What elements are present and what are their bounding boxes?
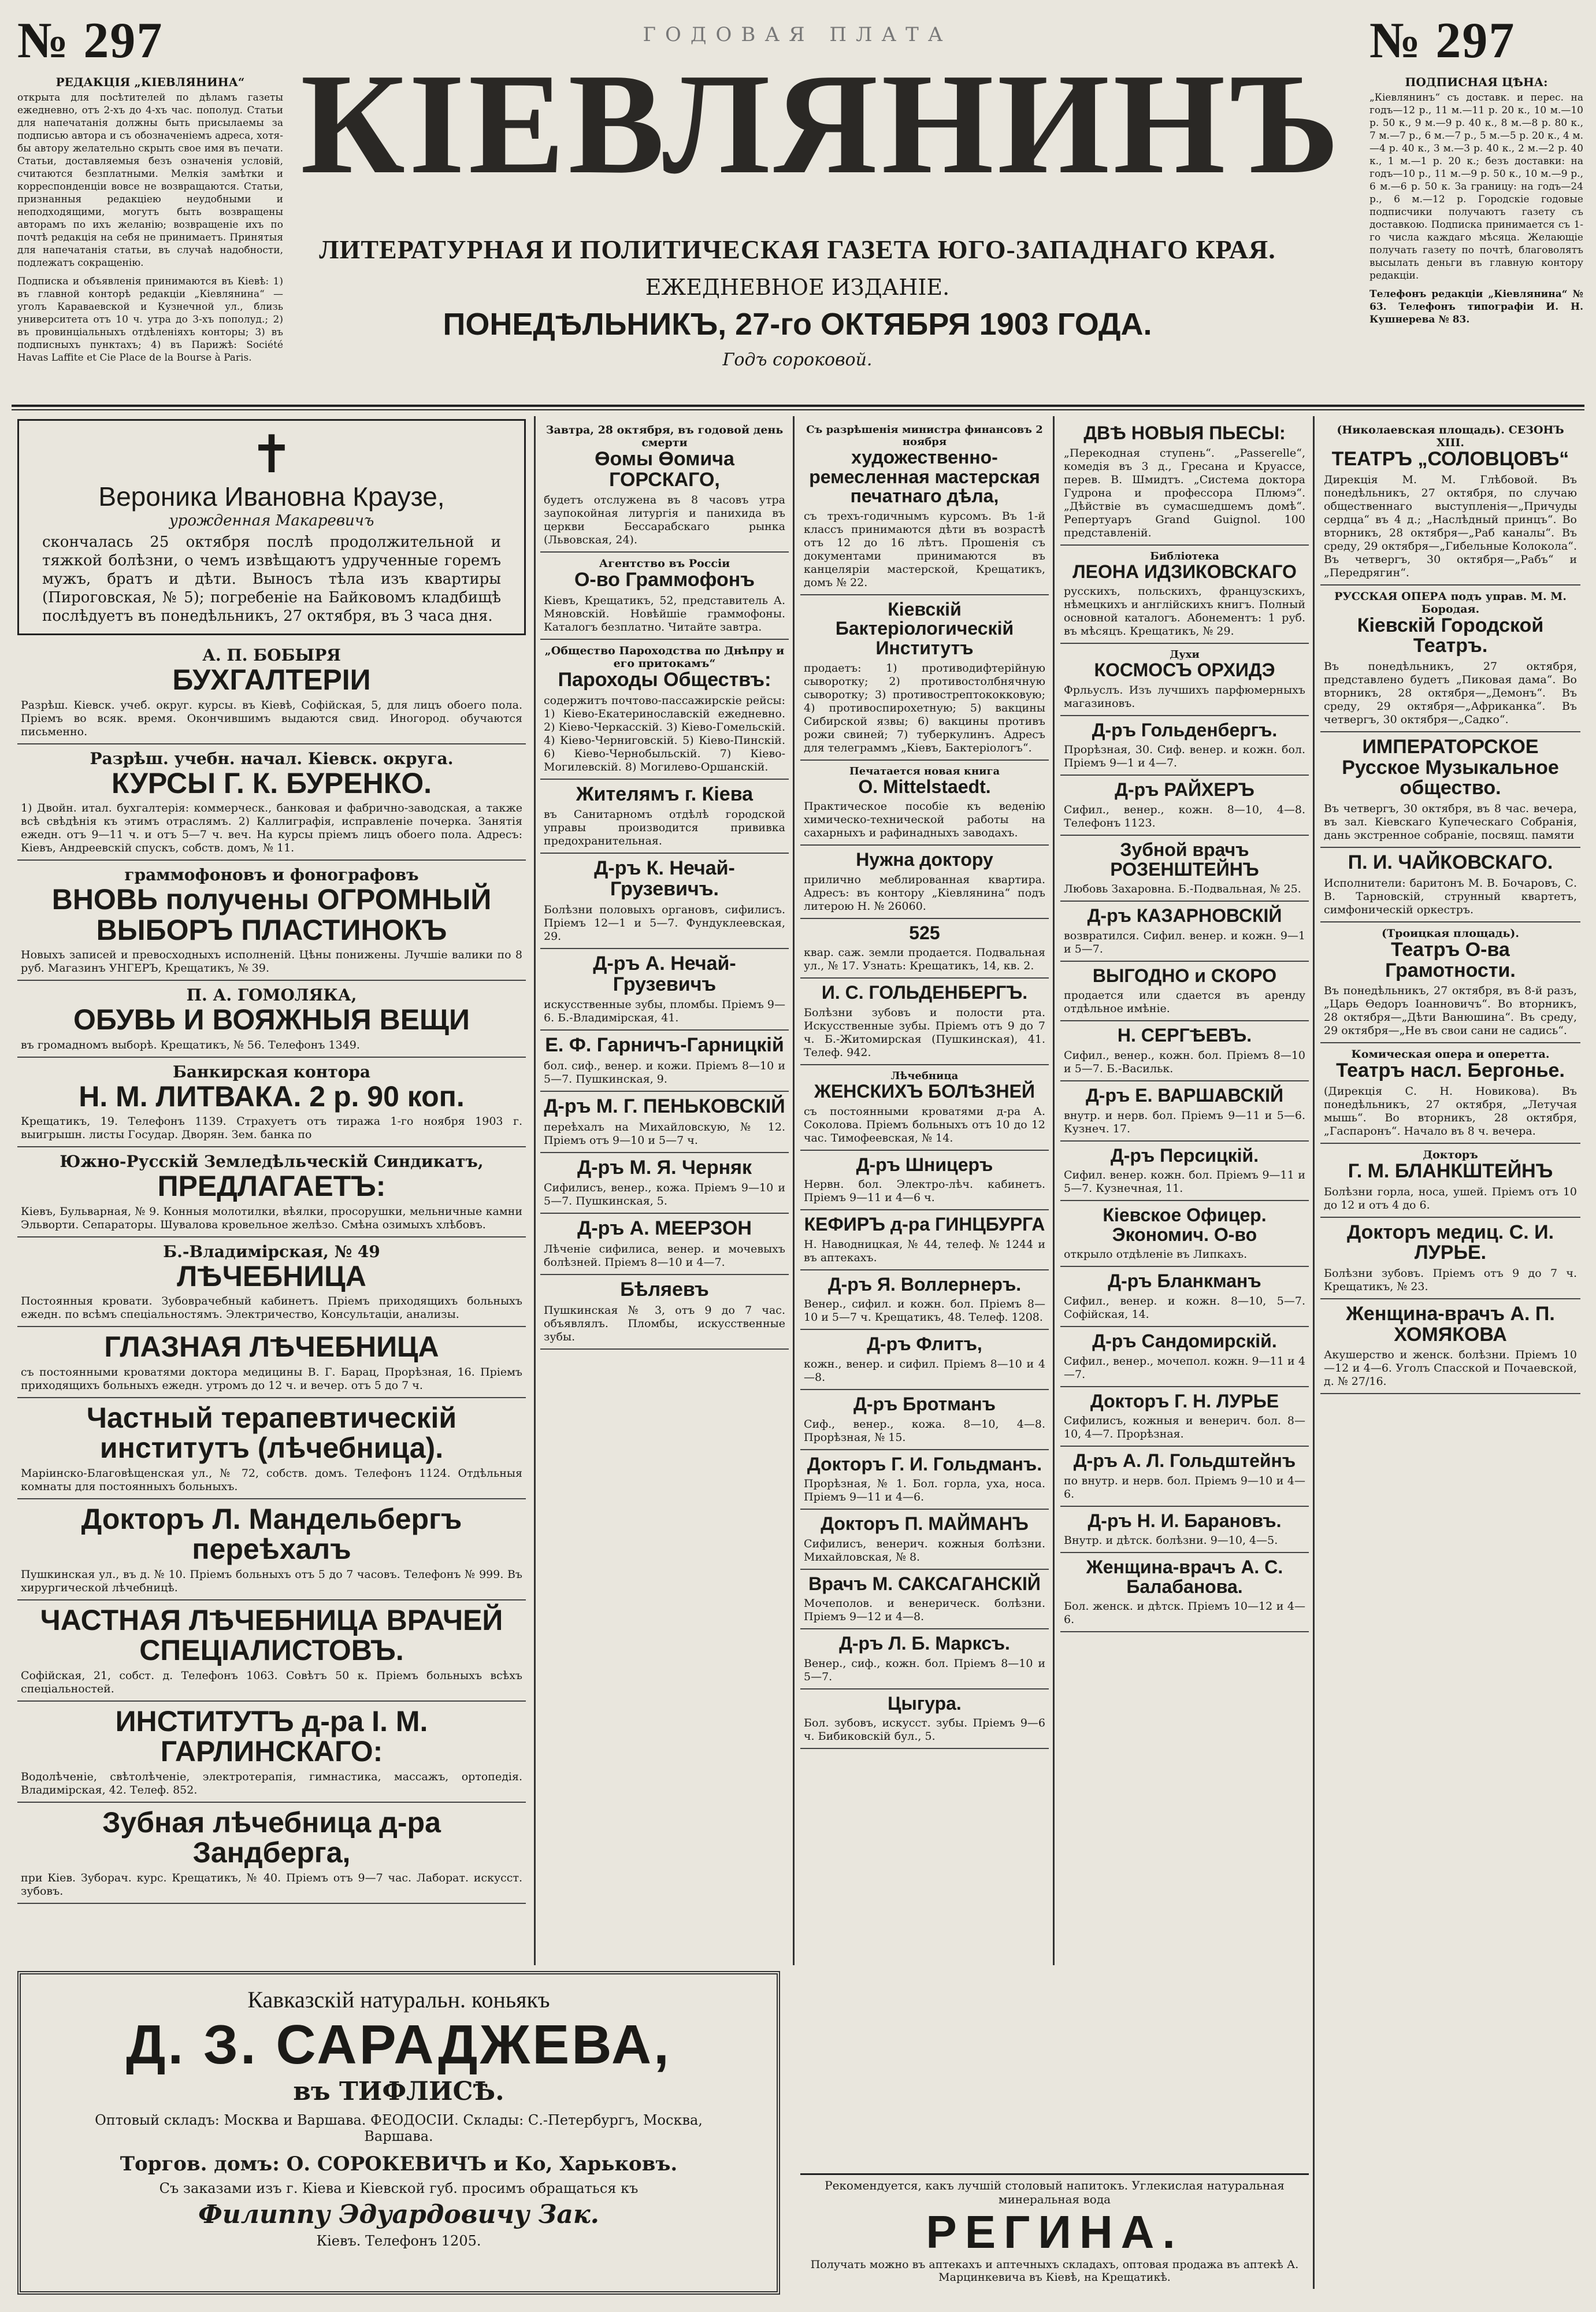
ad-title: ИНСТИТУТЪ д-ра І. М. ГАРЛИНСКАГО:	[115, 1705, 428, 1768]
ad-body: Прорѣзная, 30. Сиф. венер. и кожн. бол. Пріемъ 9—1 и 4—7.	[1064, 743, 1305, 770]
ad-head: Докторъ	[1423, 1148, 1478, 1161]
header-divider	[12, 405, 1584, 407]
ad-title: Д-ръ КАЗАРНОВСКІЙ	[1087, 905, 1282, 927]
ad-body: Мочеполов. и венерическ. болѣзни. Пріемъ 9—12 и 4—8.	[804, 1597, 1045, 1624]
ad-title: Докторъ Г. Н. ЛУРЬЕ	[1090, 1390, 1279, 1411]
ad-title: Зубной врачъ РОЗЕНШТЕЙНЪ	[1110, 839, 1259, 880]
ad-title: ЧАСТНАЯ ЛѢЧЕБНИЦА ВРАЧЕЙ СПЕЦІАЛИСТОВЪ.	[40, 1603, 503, 1666]
col1-ad	[17, 1803, 526, 1904]
ad-head: Съ разрѣшенія министра финансовъ 2 ноября	[806, 424, 1043, 448]
ad-body: Фрльуслъ. Изъ лучшихъ парфюмерныхъ магазиновъ.	[1064, 683, 1305, 710]
ad-title: Д-ръ Флитъ,	[867, 1333, 982, 1355]
col2-ad	[540, 1214, 789, 1275]
ad-head: Библіотека	[1150, 550, 1219, 562]
col3-ad	[800, 1570, 1049, 1630]
ad-title: О-во Граммофонъ	[574, 569, 755, 591]
ad-title: КОСМОСЪ ОРХИДЭ	[1094, 659, 1275, 681]
cross-icon: ✝	[250, 424, 294, 485]
issue-number-left: № 297	[17, 13, 164, 69]
ad-body: Сифил., венер., мочепол. кожн. 9—11 и 4—7.	[1064, 1354, 1305, 1381]
ad-title: Н. М. ЛИТВАКА. 2 р. 90 коп.	[79, 1080, 465, 1113]
ad-body: Внутр. и дѣтск. болѣзни. 9—10, 4—5.	[1064, 1534, 1278, 1547]
cognac-ad	[17, 1971, 780, 2295]
col4-ad	[1060, 836, 1309, 902]
ad-body: Болѣзни зубовъ. Пріемъ отъ 9 до 7 ч. Крещатикъ, № 23.	[1324, 1266, 1577, 1293]
col5-ad	[1320, 1043, 1580, 1144]
ad-body: искусственные зубы, пломбы. Пріемъ 9—6. Б.-Владимірская, 41.	[544, 998, 785, 1025]
regina-ad	[800, 2173, 1309, 2300]
ad-head: „Общество Пароходства по Днѣпру и его притокамъ“	[544, 644, 785, 670]
ad-body: Болѣзни горла, носа, ушей. Пріемъ отъ 10 до 12 и отъ 4 до 6.	[1324, 1185, 1577, 1211]
ad-body: съ постоянными кроватями доктора медицины В. Г. Барац, Прорѣзная, 16. Пріемъ приходящихъ больныхъ ежедн. утромъ до 12 ч. и вечер. отъ 5 до 7 ч.	[21, 1365, 522, 1392]
ad-body: Акушерство и женск. болѣзни. Пріемъ 10—12 и 4—6. Уголъ Спасской и Почаевской, д. № 27/16.	[1324, 1348, 1577, 1388]
ad-body: „Перекодная ступень“. „Passerelle“, комедія въ 3 д., Гресана и Круассе, перев. В. Шмидтъ. „Система доктора Гудрона и профессора Плюмэ“. „Дѣйствіе въ сумасшедшемъ домѣ“. Репертуаръ Grand Guignol. 100 представленій.	[1064, 446, 1305, 539]
col5-ad	[1320, 419, 1580, 586]
ad-body: Въ четвергъ, 30 октября, въ 8 час. вечера, въ зал. Кіевскаго Купеческаго Собранія, дань экстренное собраніе, посвящ. памяти	[1324, 802, 1577, 842]
col1-ad	[17, 1702, 526, 1803]
col3-ad	[800, 1689, 1049, 1750]
col3-ad	[800, 761, 1049, 846]
col3-ad	[800, 1065, 1049, 1151]
cognac-ad-tel: Кіевъ. Телефонъ 1205.	[316, 2233, 481, 2249]
ad-body: Любовь Захаровна. Б.-Подвальная, № 25.	[1064, 883, 1301, 896]
ad-body: въ Санитарномъ отдѣлѣ городской управы производится прививка предохранительная.	[544, 808, 785, 848]
ad-body: возвратился. Сифил. венер. и кожн. 9—1 и 5—7.	[1064, 929, 1305, 955]
ad-body: Водолѣченіе, свѣтолѣченіе, электротерапія, гимнастика, массажъ, ортопедія. Владимірская, 42. Телеф. 852.	[21, 1770, 522, 1796]
left-notice-text: открыта для посѣтителей по дѣламъ газеты ежедневно, отъ 2-хъ до 4-хъ час. пополуд. Статьи для напечатанія должны быть присылаемы за подписью автора и съ обозначеніемъ адреса, хотя-бы автору желательно скрыть свое имя въ печати. Статьи, доставляемыя безъ означенія условій, считаются безплатными. Мелкія замѣтки и корреспонденціи вовсе не возвращаются. Статьи, признанныя редакціею неудобными и неподходящими, могутъ быть возвращены авторамъ по ихъ желанію; возвращеніе ихъ по почтѣ редакція на себя не принимаетъ. Принятыя для напечатанія статьи, въ случаѣ надобности, подлежатъ сокращенію.	[17, 92, 283, 269]
ad-body: съ трехъ-годичнымъ курсомъ. Въ 1-й классъ принимаются дѣти въ возрастѣ отъ 12 до 16 лѣтъ. Прошенія съ документами принимаются въ канцеляріи мастерской, Крещатикъ, домъ № 22.	[804, 509, 1045, 589]
ad-title: Д-ръ Н. И. Барановъ.	[1087, 1510, 1282, 1531]
ad-title: Д-ръ Персицкій.	[1110, 1144, 1259, 1166]
ad-head: Южно-Русскій Земледѣльческій Синдикатъ,	[60, 1152, 484, 1171]
ad-title: ПРЕДЛАГАЕТЪ:	[157, 1170, 386, 1202]
ad-title: Д-ръ К. Нечай-Грузевичъ.	[594, 857, 735, 901]
cognac-ad-head: Кавказскій натуральн. коньякъ	[247, 1987, 550, 2013]
ad-body: Сифил., венер. и кожн. 8—10, 5—7. Софійская, 14.	[1064, 1294, 1305, 1321]
ad-title: Кіевское Офицер. Экономич. О-во	[1103, 1205, 1267, 1245]
col5-ad	[1320, 1144, 1580, 1218]
ad-title: Е. Ф. Гарничъ-Гарницкій	[545, 1034, 784, 1057]
ad-body: (Дирекція С. Н. Новикова). Въ понедѣльникъ, 27 октября, „Летучая мышь“. Во вторникъ, 28 октября, „Гаспаронъ“. Начало въ 8 ч. вечера.	[1324, 1084, 1577, 1138]
ad-body: Болѣзни половыхъ органовъ, сифилисъ. Пріемъ 12—1 и 5—7. Фундуклеевская, 29.	[544, 903, 785, 943]
col1-ad	[17, 1237, 526, 1328]
ad-title: Кіевскій Бактеріологическій Институтъ	[835, 598, 1014, 658]
ad-head: Разрѣш. учебн. начал. Кіевск. округа.	[90, 749, 454, 768]
col1-ad	[17, 981, 526, 1058]
column-rule	[534, 416, 536, 1965]
ad-title: Женщина-врачъ А. П. ХОМЯКОВА	[1346, 1302, 1555, 1346]
ad-body: продаетъ: 1) противодифтерійную сыворотку; 2) противостолбнячную сыворотку; 3) противострептококковую; 4) противоспирохетную; 5) вакцины Сибирской язвы; 6) вакцины противъ рожи свиней; 7) туберкулинъ. Адресъ для телеграммъ „Кіевъ, Бактеріологъ“.	[804, 661, 1045, 754]
ad-body: Въ понедѣльникъ, 27 октября, представлено будетъ „Пиковая дама“. Во вторникъ, 28 октября—„Демонъ“. Въ среду, 29 октября—„Африканка“. Въ четвергъ, 30 октября—„Садко“.	[1324, 660, 1577, 727]
ad-title: Зубная лѣчебница д-ра Зандберга,	[102, 1806, 441, 1869]
ad-title: 525	[909, 922, 940, 943]
ad-body: Лѣченіе сифилиса, венер. и мочевыхъ болѣзней. Пріемъ 8—10 и 4—7.	[544, 1242, 785, 1269]
ad-head: Комическая опера и оперетта.	[1351, 1048, 1550, 1061]
column-rule	[1313, 416, 1315, 2289]
col5-ad	[1320, 922, 1580, 1043]
ad-title: Кіевскій Городской Театръ.	[1357, 614, 1544, 657]
col1-ad	[17, 1147, 526, 1237]
col2-ad	[540, 949, 789, 1031]
ad-body: Сифил., венер., кожн. бол. Пріемъ 8—10 и 5—7. Б.-Васильк.	[1064, 1048, 1305, 1075]
col3-ad	[800, 846, 1049, 919]
ad-title: ГЛАЗНАЯ ЛѢЧЕБНИЦА	[104, 1331, 439, 1363]
ad-title: Д-ръ Е. ВАРШАВСКІЙ	[1086, 1084, 1283, 1106]
cognac-ad-agent2: Съ заказами изъ г. Кіева и Кіевской губ. просимъ обращаться къ	[159, 2180, 639, 2196]
cognac-ad-text: Оптовый складъ: Москва и Варшава. ФЕОДОСІИ. Склады: С.-Петербургъ, Москва, Варшава.	[95, 2112, 703, 2144]
col3-ad	[800, 1151, 1049, 1211]
col3-ad	[800, 419, 1049, 595]
column-3	[800, 419, 1049, 2289]
left-notice	[17, 75, 283, 364]
col2-ad	[540, 640, 789, 780]
col2-ad	[540, 419, 789, 553]
ad-title: Өомы Өомича ГОРСКАГО,	[595, 448, 734, 491]
col4-ad	[1060, 1081, 1309, 1142]
ad-title: ЛѢЧЕБНИЦА	[177, 1259, 366, 1292]
col4-ad	[1060, 776, 1309, 836]
col4-ad	[1060, 902, 1309, 962]
ad-body: Софійская, 21, собст. д. Телефонъ 1063. Совѣтъ 50 к. Пріемъ больныхъ всѣхъ спеціальностей.	[21, 1669, 522, 1695]
ad-body: Венер., сиф., кожн. бол. Пріемъ 8—10 и 5—7.	[804, 1657, 1045, 1683]
ad-title: Д-ръ Бротманъ	[853, 1393, 996, 1414]
right-notice-title: ПОДПИСНАЯ ЦѢНА:	[1405, 75, 1548, 89]
ad-title: Частный терапевтическій институтъ (лѣчебница).	[86, 1401, 457, 1464]
ad-title: ДВѢ НОВЫЯ ПЬЕСЫ:	[1083, 423, 1286, 443]
masthead: КІЕВЛЯНИНЪ	[300, 44, 1343, 204]
ad-head: (Троицкая площадь).	[1382, 927, 1519, 940]
ad-body: Сифил., венер., кожн. 8—10, 4—8. Телефонъ 1123.	[1064, 803, 1305, 829]
ad-head: А. П. БОБЫРЯ	[202, 646, 341, 665]
ad-title: Д-ръ Я. Воллернеръ.	[827, 1273, 1022, 1295]
ad-body: Въ понедѣльникъ, 27 октября, въ 8-й разъ, „Царь Өедоръ Іоанновичъ“. Во вторникъ, 28 октября—„Дѣти Ванюшина“. Въ среду, 29 октября—„Не въ свои сани не садись“.	[1324, 984, 1577, 1038]
col1-ad	[17, 1600, 526, 1702]
ad-title: Г. М. БЛАНКШТЕЙНЪ	[1348, 1159, 1553, 1182]
col1-ad	[17, 1398, 526, 1499]
col4-ad	[1060, 1201, 1309, 1267]
column-1	[17, 419, 526, 1965]
col5-ad	[1320, 1218, 1580, 1299]
ad-body: русскихъ, польскихъ, французскихъ, нѣмецкихъ и англійскихъ книгъ. Полный основной каталогъ. Абонементъ: 1 руб. въ мѣсяцъ. Крещатикъ, № 29.	[1064, 585, 1305, 638]
ad-title: Театръ О-ва Грамотности.	[1385, 938, 1516, 981]
col4-ad	[1060, 644, 1309, 716]
obituary-born: урожденная Макаревичъ	[169, 512, 374, 529]
col4-ad	[1060, 716, 1309, 776]
ad-body: Разрѣш. Кіевск. учеб. округ. курсы. въ Кіевѣ, Софійская, 5, для лицъ обоего пола. Пріемъ во всяк. время. Окончившимъ выдаются свид. Иногород. обучаются письменно.	[21, 698, 522, 738]
col2-ad	[540, 1275, 789, 1350]
ad-body: Исполнители: баритонъ М. В. Бочаровъ, С. В. Тарновскій, струнный квартетъ, симфоническій оркестръ.	[1324, 876, 1577, 916]
obituary-name: Вероника Ивановна Краузе,	[98, 481, 445, 512]
ad-body: Прорѣзная, № 1. Бол. горла, уха, носа. Пріемъ 9—11 и 4—6.	[804, 1477, 1045, 1504]
obituary-text: скончалась 25 октября послѣ продолжительной и тяжкой болѣзни, о чемъ извѣщаютъ удрученные горемъ мужъ, братъ и дѣти. Выносъ тѣла изъ квартиры (Пироговская, № 5); погребеніе на Байковомъ кладбищѣ послѣдуетъ въ понедѣльникъ, 27 октября, въ 3 часа дня.	[42, 533, 501, 625]
col3-ad	[800, 1629, 1049, 1689]
col4-ad	[1060, 419, 1309, 546]
ad-title: Докторъ медиц. С. И. ЛУРЬЕ.	[1346, 1221, 1554, 1264]
ad-title: Д-ръ Сандомирскій.	[1092, 1330, 1277, 1351]
col5-ad	[1320, 586, 1580, 732]
year: Годъ сороковой.	[722, 350, 873, 370]
col3-ad	[800, 1390, 1049, 1450]
col1-ad	[17, 1499, 526, 1600]
ad-title: ИМПЕРАТОРСКОЕ Русское Музыкальное общество.	[1342, 736, 1559, 799]
ad-title: Театръ насл. Бергонье.	[1336, 1059, 1565, 1082]
ad-title: Д-ръ РАЙХЕРЪ	[1115, 779, 1254, 801]
left-notice-text2: Подписка и объявленія принимаются въ Кіевѣ: 1) въ главной конторѣ редакціи „Кіевлянина“ —уголъ Караваевской и Кузнечной ул., близь университета отъ 10 ч. утра до 3-хъ пополуд.; 2) въ провинціальныхъ отдѣленіяхъ конторы; 3) въ подписныхъ пунктахъ; 4) въ Парижѣ: Société Havas Laffite et Cie Place de la Bourse à Paris.	[17, 276, 283, 364]
ad-body: Кіевъ, Крещатикъ, 52, представитель А. Мяновскій. Новѣйшіе граммофоны. Каталогъ безплатно. Читайте завтра.	[544, 594, 785, 634]
ad-body: по внутр. и нерв. бол. Пріемъ 9—10 и 4—6.	[1064, 1474, 1305, 1500]
col4-ad	[1060, 1387, 1309, 1447]
col1-ad	[17, 419, 526, 635]
ad-title: ЛЕОНА ИДЗИКОВСКАГО	[1072, 561, 1297, 582]
ad-title: Д-ръ М. Г. ПЕНЬКОВСКІЙ	[544, 1095, 785, 1117]
ad-title: Нужна доктору	[856, 849, 993, 870]
col3-ad	[800, 1510, 1049, 1570]
ad-title: Д-ръ М. Я. Черняк	[577, 1156, 752, 1179]
ad-title: Женщина-врачъ А. С. Балабанова.	[1086, 1557, 1283, 1597]
ad-title: Д-ръ Бланкманъ	[1108, 1270, 1261, 1292]
regina-ad-title: РЕГИНА.	[926, 2206, 1183, 2258]
cognac-ad-agent3: Филиппу Эдуардовичу Зак.	[198, 2200, 599, 2229]
ad-title: Врачъ М. САКСАГАНСКІЙ	[808, 1573, 1041, 1594]
ad-body: переѣхалъ на Михайловскую, № 12. Пріемъ отъ 9—10 и 5—7 ч.	[544, 1120, 785, 1147]
cognac-ad-sub: въ ТИФЛИСѢ.	[293, 2077, 504, 2106]
col4-ad	[1060, 1553, 1309, 1632]
ad-title: Бѣляевъ	[620, 1278, 709, 1300]
col2-ad	[540, 1153, 789, 1214]
column-rule	[793, 416, 795, 1965]
ad-body: при Кіев. Зуборач. курс. Крещатикъ, № 40. Пріемъ отъ 9—7 час. Лаборат. искусст. зубовъ.	[21, 1871, 522, 1898]
col3-ad	[800, 595, 1049, 761]
col1-ad	[17, 1058, 526, 1148]
ad-title: Д-ръ А. МЕЕРЗОН	[577, 1217, 752, 1240]
ad-body: Постоянныя кровати. Зубоврачебный кабинетъ. Пріемъ приходящихъ больныхъ ежедн. по всѣмъ спеціальностямъ. Электричество, Консультаціи, анализы.	[21, 1295, 522, 1321]
ad-body: Новыхъ записей и превосходныхъ исполненій. Цѣны понижены. Лучшіе валики по 8 руб. Магазинъ УНГЕРЪ, Крещатикъ, № 39.	[21, 948, 522, 975]
ad-title: Цыгура.	[888, 1692, 962, 1714]
ad-title: Докторъ Л. Мандельбергъ переѣхалъ	[81, 1502, 462, 1565]
ad-title: Д-ръ Гольденбергъ.	[1092, 719, 1278, 740]
col3-ad	[800, 1210, 1049, 1270]
edition: ЕЖЕДНЕВНОЕ ИЗДАНІЕ.	[645, 275, 950, 300]
ad-body: Венер., сифил. и кожн. бол. Пріемъ 8—10 и 5—7 ч. Крещатикъ, 48. Телеф. 1208.	[804, 1298, 1045, 1324]
col5-ad	[1320, 848, 1580, 922]
ad-body: въ громадномъ выборѣ. Крещатикъ, № 56. Телефонъ 1349.	[21, 1038, 360, 1051]
regina-ad-text: Получать можно въ аптекахъ и аптечныхъ складахъ, оптовая продажа въ аптекѣ А. Марцинкевича въ Кіевѣ, на Крещатикѣ.	[810, 2258, 1299, 2284]
right-notice	[1369, 75, 1583, 326]
ad-title: ТЕАТРЪ „СОЛОВЦОВЪ“	[1331, 448, 1569, 470]
ad-head: Завтра, 28 октября, въ годовой день смерти	[545, 424, 784, 449]
ad-title: БУХГАЛТЕРІИ	[172, 664, 371, 696]
ad-title: Д-ръ Шницеръ	[856, 1154, 993, 1175]
col5-ad	[1320, 732, 1580, 848]
ad-body: открыло отдѣленіе въ Липкахъ.	[1064, 1248, 1248, 1261]
ad-body: Крещатикъ, 19. Телефонъ 1139. Страхуетъ отъ тиража 1-го ноября 1903 г. выигрышн. листы Государ. Дворян. Зем. банка по	[21, 1115, 522, 1141]
right-notice-phones: Телефонъ редакціи „Кіевлянина“ № 63. Телефонъ типографіи И. Н. Кушнерева № 83.	[1369, 288, 1583, 325]
regina-ad-head: Рекомендуется, какъ лучшій столовый напитокъ. Углекислая натуральная минеральная вода	[825, 2178, 1285, 2206]
col3-ad	[800, 919, 1049, 979]
col2-ad	[540, 1092, 789, 1153]
ad-body: Сифил. венер. кожн. бол. Пріемъ 9—11 и 5—7. Кузнечная, 11.	[1064, 1169, 1305, 1195]
ad-body: прилично меблированная квартира. Адресъ: въ контору „Кіевлянина“ подъ литерою Н. № 26060.	[804, 873, 1045, 913]
ad-body: съ постоянными кроватями д-ра А. Соколова. Пріемъ больныхъ отъ 10 до 12 час. Тимофеевская, № 14.	[804, 1105, 1045, 1144]
ad-head: Печатается новая книга	[849, 765, 1000, 777]
ad-title: Докторъ П. МАЙМАНЪ	[821, 1513, 1029, 1535]
col4-ad	[1060, 1267, 1309, 1327]
ad-title: И. С. ГОЛЬДЕНБЕРГЪ.	[821, 982, 1028, 1003]
ad-title: Н. СЕРГѢЕВЪ.	[1117, 1025, 1252, 1046]
ad-body: Болѣзни зубовъ и полости рта. Искусственные зубы. Пріемъ отъ 9 до 7 ч. Б.-Житомирская (Пушкинская), 41. Телеф. 942.	[804, 1006, 1045, 1059]
col1-ad	[17, 1327, 526, 1398]
left-notice-title: РЕДАКЦІЯ „КІЕВЛЯНИНА“	[55, 75, 245, 89]
ad-head: Лѣчебница	[890, 1069, 959, 1082]
col4-ad	[1060, 962, 1309, 1022]
subtitle: ЛИТЕРАТУРНАЯ И ПОЛИТИЧЕСКАЯ ГАЗЕТА ЮГО-ЗАПАДНАГО КРАЯ.	[319, 235, 1276, 264]
col1-ad	[17, 861, 526, 981]
ad-body: Нервн. бол. Электро-лѣч. кабинетъ. Пріемъ 9—11 и 4—6 ч.	[804, 1178, 1045, 1205]
ad-head: РУССКАЯ ОПЕРА подъ управ. М. М. Бородая.	[1334, 590, 1567, 616]
column-2	[540, 419, 789, 1965]
issue-number-right: № 297	[1369, 13, 1516, 69]
masthead-overline: ГОДОВАЯ ПЛАТА	[643, 23, 952, 46]
ad-title: КУРСЫ Г. К. БУРЕНКО.	[111, 766, 432, 799]
ad-body: кожн., венер. и сифил. Пріемъ 8—10 и 4—8.	[804, 1357, 1045, 1384]
ad-body: Дирекція М. М. Глѣбовой. Въ понедѣльникъ, 27 октября, по случаю общественнаго выступленія—„Причуды сердца“ въ 4 д.; „Наслѣдный принцъ“. Во вторникъ, 28 октября—„Раб каналы“. Въ среду, 29 октября—„Гибельные Колокола“. Въ четвергъ, 30 октября—„Рабъ“ и „Передрягин“.	[1324, 473, 1577, 579]
ad-head: (Николаевская площадь). СЕЗОНЪ XIII.	[1337, 424, 1564, 449]
dateline: ПОНЕДѢЛЬНИКЪ, 27-го ОКТЯБРЯ 1903 ГОДА.	[443, 307, 1152, 342]
col3-ad	[800, 979, 1049, 1065]
ad-title: ВЫГОДНО и СКОРО	[1092, 965, 1277, 986]
ad-body: содержитъ почтово-пассажирскіе рейсы: 1) Кіево-Екатеринославскій ежедневно. 2) Кіево-Черкасскій. 3) Кіево-Гомельскій. 4) Кіево-Черниговскій. 5) Кіево-Пинскій. 6) Кіево-Чернобыльскій. 7) Кіево-Могилевскій. 8) Могилево-Оршанскій.	[544, 694, 785, 773]
ad-body: Сиф., венер., кожа. 8—10, 4—8. Прорѣзная, № 15.	[804, 1417, 1045, 1444]
col1-ad	[17, 641, 526, 744]
ad-body: внутр. и нерв. бол. Пріемъ 9—11 и 5—6. Кузнеч. 17.	[1064, 1109, 1305, 1135]
cognac-ad-agent: Торгов. домъ: О. СОРОКЕВИЧЪ и Ко, Харьковъ.	[120, 2152, 678, 2176]
ad-body: бол. сиф., венер. и кожи. Пріемъ 8—10 и 5—7. Пушкинская, 9.	[544, 1059, 785, 1085]
ad-body: Сифилисъ, кожныя и венерич. бол. 8—10, 4—7. Прорѣзная.	[1064, 1414, 1305, 1441]
ad-title: П. И. ЧАЙКОВСКАГО.	[1348, 851, 1553, 874]
col2-ad	[540, 854, 789, 948]
col5-ad	[1320, 1299, 1580, 1394]
ad-head: Агентство въ Россіи	[599, 557, 730, 570]
col4-ad	[1060, 546, 1309, 644]
header-divider-thin	[12, 409, 1584, 410]
ad-title: ЖЕНСКИХЪ БОЛѢЗНЕЙ	[814, 1080, 1035, 1102]
ad-body: будетъ отслужена въ 8 часовъ утра заупокойная литургія и панихида въ церкви Бессарабскаго рынка (Львовская, 24).	[544, 494, 785, 547]
ad-body: Н. Наводницкая, № 44, телеф. № 1244 и въ аптекахъ.	[804, 1237, 1045, 1264]
right-notice-text: „Кіевлянинъ“ съ доставк. и перес. на годъ—12 р., 11 м.—11 р. 20 к., 10 м.—10 р. 50 к., 9 м.—9 р. 40 к., 8 м.—8 р. 80 к., 7 м.—7 р., 6 м.—7 р., 5 м.—5 р. 20 к., 4 м.—4 р. 40 к., 3 м.—3 р. 40 к., 2 м.—2 р. 40 к., 1 м.—1 р. 20 к.; безъ доставки: на годъ—10 р., 11 м.—9 р. 50 к., 10 м.—9 р., 6 м.—6 р. 50 к. За границу: на годъ—24 р., 6 м.—12 р. Городскіе годовые подписчики получаютъ газету съ доставкою. Подписка принимается съ 1-го числа каждаго мѣсяца. Желающіе получать газету по почтѣ, благоволятъ высылать деньги въ главную контору редакціи.	[1369, 92, 1583, 281]
ad-body: Пушкинская № 3, отъ 9 до 7 час. объявлялъ. Пломбы, искусственные зубы.	[544, 1303, 785, 1343]
col4-ad	[1060, 1327, 1309, 1387]
col2-ad	[540, 780, 789, 854]
ad-body: Бол. женск. и дѣтск. Пріемъ 10—12 и 4—6.	[1064, 1600, 1305, 1626]
col1-ad	[17, 744, 526, 861]
ad-title: Жителямъ г. Кіева	[576, 783, 754, 805]
col4-ad	[1060, 1142, 1309, 1202]
column-4	[1060, 419, 1309, 2289]
col2-ad	[540, 553, 789, 640]
ad-title: Д-ръ А. Нечай-Грузевичъ	[593, 952, 736, 995]
column-rule	[1053, 416, 1055, 1965]
ad-body: Пушкинская ул., въ д. № 10. Пріемъ больныхъ отъ 5 до 7 часовъ. Телефонъ № 999. Въ хирургической лѣчебницѣ.	[21, 1568, 522, 1594]
ad-head: Банкирская контора	[172, 1062, 371, 1081]
col3-ad	[800, 1450, 1049, 1510]
col3-ad	[800, 1270, 1049, 1331]
ad-head: граммофоновъ и фонографовъ	[124, 865, 419, 884]
ad-title: Д-ръ Л. Б. Марксъ.	[839, 1633, 1010, 1654]
ad-title: художественно-ремесленная мастерская печатнаго дѣла,	[809, 447, 1040, 507]
ad-body: квар. саж. земли продается. Подвальная ул., № 17. Узнать: Крещатикъ, 14, кв. 2.	[804, 946, 1045, 973]
ad-body: продается или сдается въ аренду отдѣльное имѣніе.	[1064, 989, 1305, 1016]
ad-body: Бол. зубовъ, искусст. зубы. Пріемъ 9—6 ч. Бибиковскій бул., 5.	[804, 1717, 1045, 1743]
col2-ad	[540, 1031, 789, 1092]
ad-head: Духи	[1170, 649, 1200, 661]
ad-title: Д-ръ А. Л. Гольдштейнъ	[1073, 1450, 1296, 1472]
ad-body: Сифилисъ, венер., кожа. Пріемъ 9—10 и 5—7. Пушкинская, 5.	[544, 1181, 785, 1208]
ad-body: Практическое пособіе къ веденію химическо-технической работы на сахарныхъ и рафинадныхъ заводахъ.	[804, 800, 1045, 840]
ad-body: Кіевъ, Бульварная, № 9. Конныя молотилки, вѣялки, просорушки, мельничные камни Эльворти. Сепараторы. Шувалова кровельное желѣзо. Смѣна озимыхъ хлѣбовъ.	[21, 1205, 522, 1231]
ad-body: 1) Двойн. итал. бухгалтерія: коммерческ., банковая и фабрично-заводская, а также всѣ свѣдѣнія къ этимъ отраслямъ. 2) Каллиграфія, исправленіе почерка. Занятія ежедн. отъ 9—11 ч. и отъ 5—7 ч. веч. На курсы пріемъ лицъ обоего пола. Адресъ: Кіевъ, Андреевскій спускъ, собств. домъ, № 11.	[21, 802, 522, 854]
ad-title: Докторъ Г. И. Гольдманъ.	[807, 1453, 1042, 1474]
ad-head: Б.-Владимірская, № 49	[163, 1242, 380, 1261]
col4-ad	[1060, 1507, 1309, 1554]
col4-ad	[1060, 1447, 1309, 1507]
ad-title: O. Mittelstaedt.	[858, 776, 991, 797]
col4-ad	[1060, 1021, 1309, 1081]
ad-title: Пароходы Обществъ:	[558, 669, 771, 691]
ad-head: П. А. ГОМОЛЯКА,	[186, 985, 357, 1005]
ad-title: КЕФИРЪ д-ра ГИНЦБУРГА	[804, 1214, 1045, 1235]
ad-body: Маріинско-Благовѣщенская ул., № 72, собств. домъ. Телефонъ 1124. Отдѣльныя комнаты для постоянныхъ больныхъ.	[21, 1466, 522, 1493]
cognac-ad-title: Д. З. САРАДЖЕВА,	[126, 2014, 671, 2076]
col3-ad	[800, 1330, 1049, 1390]
ad-body: Сифилисъ, венерич. кожныя болѣзни. Михайловская, № 8.	[804, 1537, 1045, 1563]
ad-title: ВНОВЬ получены ОГРОМНЫЙ ВЫБОРЪ ПЛАСТИНОКЪ	[51, 883, 492, 946]
ad-title: ОБУВЬ И ВОЯЖНЫЯ ВЕЩИ	[73, 1003, 470, 1036]
column-5	[1320, 419, 1580, 2289]
